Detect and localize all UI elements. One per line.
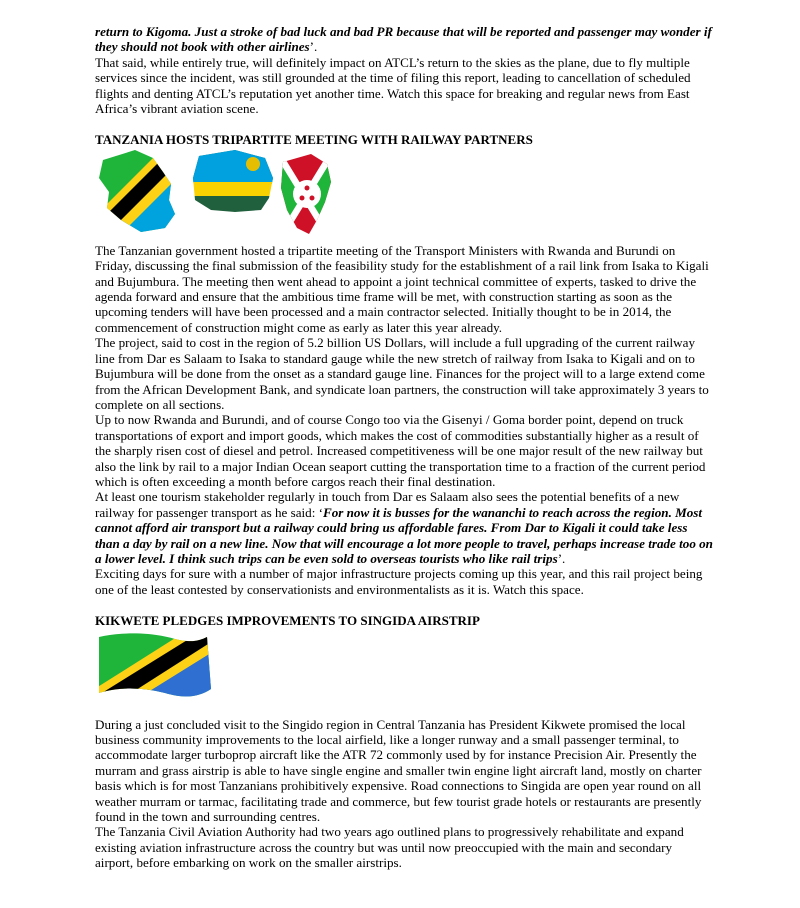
article-page	[95, 24, 713, 871]
railway-paragraph-1: The Tanzanian government hosted a tripartite meeting of the Transport Ministers with Rwanda and Burundi on Friday, discussing the final submission of the feasibility study for the establishment of a rail link from Isaka to Kigali and Bujumbura. The meeting then went ahead to appoint a joint technical committee of experts, tasked to drive the agenda forward and ensure that the ambitious time frame will be met, with construction starting as soon as the upcoming tenders will have been processed and a main contractor selected. Initially thought to be in 2014, the commencement of construction might come as early as later this year already.	[95, 242, 709, 335]
tanzania-flag-map	[95, 148, 195, 243]
flag-maps-svg	[95, 148, 395, 243]
intro-quote: return to Kigoma. Just a stroke of bad luck and bad PR because that will be reported and passenger may wonder if they should not book with other airlines	[95, 24, 712, 55]
rwanda-flag-map	[190, 148, 280, 216]
intro-paragraph: return to Kigoma. Just a stroke of bad luck and bad PR because that will be reported and passenger may wonder if they should not book with other airlines’.	[95, 24, 712, 55]
intro-continuation: That said, while entirely true, will definitely impact on ATCL’s return to the skies as the plane, due to fly multiple services since the incident, was still grounded at the time of filing this report, leading to cancellation of scheduled flights and denting ATCL’s reputation yet another time. Watch this space for breaking and regular news from East Africa’s vibrant aviation scene.	[95, 54, 691, 117]
railway-paragraph-2: The project, said to cost in the region of 5.2 billion US Dollars, will include a full upgrading of the current railway line from Dar es Salaam to Isaka to standard gauge while the new stretch of railway from Isaka to Kigali and on to Bujumbura will be done from the onset as a standard gauge line. Finances for the project will to a large extend come from the African Development Bank, and syndicate loan partners, the construction will take approximately 3 years to complete on all sections.	[95, 335, 709, 412]
railway-paragraph-4: At least one tourism stakeholder regularly in touch from Dar es Salaam also sees the potential benefits of a new railway for passenger transport as he said: ‘For now it is busses for the wananchi to reach across the region. Most cannot afford air transport but a railway could bring us affordable fares. From Dar to Kigali it could take less than a day by rail on a new line. Now that will encourage a lot more people to travel, perhaps increase trade too on a lower level. I think such trips can be even sold to overseas tourists who like rail trips’.	[95, 489, 713, 566]
flag-maps-image	[95, 148, 395, 243]
airstrip-heading: KIKWETE PLEDGES IMPROVEMENTS TO SINGIDA AIRSTRIP	[95, 613, 480, 629]
railway-heading: TANZANIA HOSTS TRIPARTITE MEETING WITH RAILWAY PARTNERS	[95, 132, 533, 148]
railway-paragraph-5: Exciting days for sure with a number of major infrastructure projects coming up this year, and this rail project being one of the least contested by conservationists and environmentalists as it is. Watch this space.	[95, 566, 703, 597]
tanzania-waving-flag	[95, 629, 227, 715]
tanzania-waving-flag-svg	[95, 629, 395, 717]
railway-paragraph-3: Up to now Rwanda and Burundi, and of course Congo too via the Gisenyi / Goma border point, depend on truck transportations of export and import goods, which makes the cost of commodities substantially higher as a result of the sharply risen cost of diesel and petrol. Increased competitiveness will be one major result of the new railway but also the link by rail to a major Indian Ocean seaport cutting the transportation time to a fraction of the current period which is often exceeding a month before cargos reach their final destination.	[95, 412, 706, 489]
stakeholder-quote: For now it is busses for the wananchi to reach across the region. Most cannot afford air transport but a railway could bring us affordable fares. From Dar to Kigali it could take less than a day by rail on a new line. Now that will encourage a lot more people to travel, perhaps increase trade too on a lower level. I think such trips can be even sold to overseas tourists who like rail trips	[95, 504, 713, 566]
burundi-flag-map	[271, 148, 339, 243]
airstrip-paragraph-1: During a just concluded visit to the Singido region in Central Tanzania has President Kikwete promised the local business community improvements to the local airfield, like a longer runway and a small passenger terminal, to accommodate larger turboprop aircraft like the ATR 72 commonly used by for instance Precision Air. Presently the murram and grass airstrip is able to have single engine and smaller twin engine light aircraft land, mostly on charter basis which is for most Tanzanians prohibitively expensive. Road connections to Singida are open year round on all weather murram or tarmac, facilitating trade and commerce, but few tourist grade hotels or restaurants are presently found in the town and surrounding centres.	[95, 716, 702, 825]
airstrip-paragraph-2: The Tanzania Civil Aviation Authority had two years ago outlined plans to progressively rehabilitate and expand existing aviation infrastructure across the country but was until now preoccupied with the main and secondary airport, before embarking on work on the smaller airstrips.	[95, 824, 684, 871]
tanzania-waving-flag-image	[95, 629, 395, 717]
